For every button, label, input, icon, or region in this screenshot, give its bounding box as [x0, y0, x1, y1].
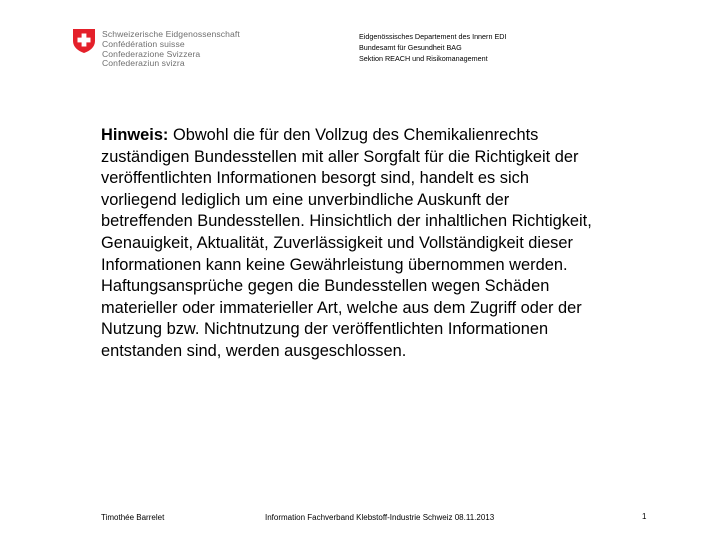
confederation-name-rm: Confederaziun svizra: [102, 58, 185, 69]
swiss-cross-shield-icon: [72, 29, 96, 53]
page-number: 1: [642, 512, 647, 521]
footer-event: Information Fachverband Klebstoff-Industrie Schweiz 08.11.2013: [265, 513, 495, 522]
confederation-name-it: Confederazione Svizzera: [102, 48, 201, 59]
department-line: Eidgenössisches Departement des Innern EDI: [359, 32, 507, 41]
confederation-name-fr: Confédération suisse: [102, 38, 185, 49]
notice-label: Hinweis:: [101, 126, 169, 144]
department-block: [359, 31, 506, 64]
section-line: Sektion REACH und Risikomanagement: [359, 54, 488, 63]
confederation-names: [102, 30, 240, 69]
disclaimer-notice: [101, 125, 601, 363]
office-line: Bundesamt für Gesundheit BAG: [359, 43, 462, 52]
cross-horizontal: [78, 38, 91, 43]
confederation-name-de: Schweizerische Eidgenossenschaft: [102, 29, 240, 39]
footer-author: Timothée Barrelet: [101, 513, 165, 522]
notice-text: Obwohl die für den Vollzug des Chemikalienrechts zuständigen Bundesstellen mit aller Sorgfalt für die Richtigkeit der veröffentlichten Informationen besorgt sind, handelt es sich vorliegend lediglich um eine unverbindliche Auskunft der betreffenden Bundesstellen. Hinsichtlich der inhaltlichen Richtigkeit, Genauigkeit, Aktualität, Zuverlässigkeit und Vollständigkeit dieser Informationen kann keine Gewährleistung übernommen werden. Haftungsansprüche gegen die Bundesstellen wegen Schäden materieller oder immaterieller Art, welche aus dem Zugriff oder der Nutzung bzw. Nichtnutzung der veröffentlichten Informationen entstanden sind, werden ausgeschlossen.: [101, 126, 592, 360]
